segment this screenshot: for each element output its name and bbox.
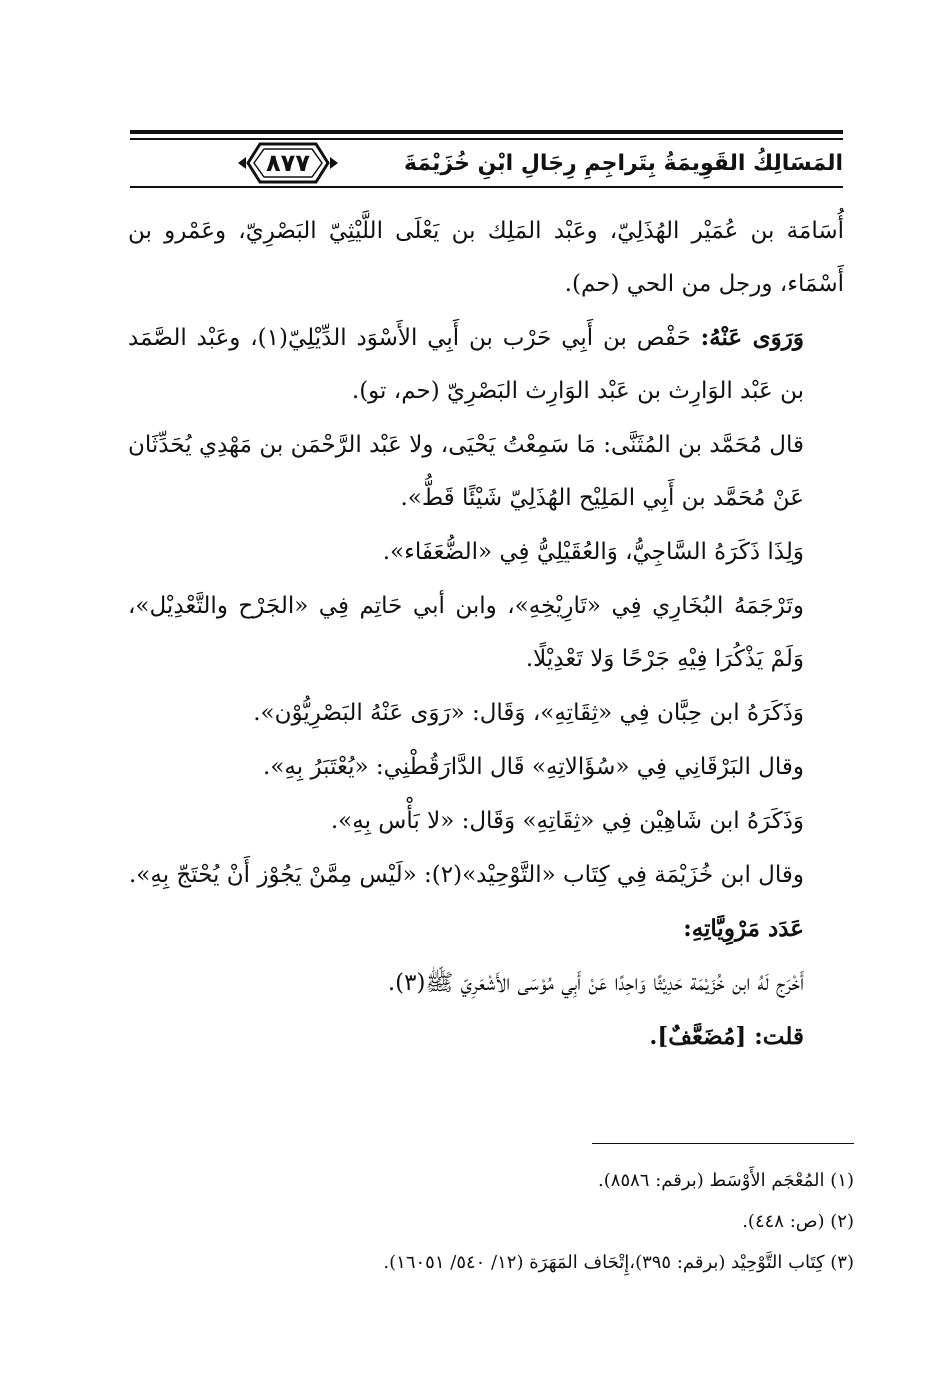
paragraph-text: وتَرْجَمَهُ البُخَارِي فِي «تَارِيْخِهِ»، وابن أبي حَاتِم فِي «الجَرْح والتَّعْدِيْل»، وَلَمْ يَذْكُرَا فِيْهِ جَرْحًا وَلا تَعْدِيْلًا. <box>128 593 804 672</box>
paragraph-duafa <box>128 525 844 579</box>
paragraph-text: قال مُحَمَّد بن المُثَنَّى: مَا سَمِعْتُ يَحْيَى، ولا عَبْد الرَّحْمَن بن مَهْدِي يُحَدِّثَان عَنْ مُحَمَّد بن أَبِي المَلِيْح الهُذَلِيّ شَيْئًا قَطُّ». <box>128 432 804 511</box>
page-number-badge <box>236 138 340 188</box>
running-header-title: المَسَالِكُ القَوِيمَةُ بِتَراجِمِ رِجَالِ ابْنِ خُزَيْمَةَ <box>404 151 843 176</box>
footnote-1: (١) المُعْجَم الأَوْسَط (برقم: ٨٥٨٦). <box>598 1170 854 1191</box>
paragraph-text: وَذَكَرَهُ ابن حِبَّان فِي «ثِقَاتِهِ»، وَقَال: «رَوَى عَنْهُ البَصْرِيُّوْن». <box>253 700 804 726</box>
paragraph-hadith-count <box>128 956 844 1010</box>
paragraph-verdict <box>128 1010 844 1064</box>
paragraph-barqani <box>128 740 844 794</box>
paragraph-students <box>128 311 844 418</box>
footnotes <box>154 1160 854 1283</box>
header-rule-bottom <box>130 186 843 188</box>
paragraph-ibn-shahin <box>128 794 844 848</box>
paragraph-bukhari <box>128 579 844 686</box>
paragraph-lead: قلت: [مُضَعَّفٌ]. <box>649 1023 804 1050</box>
paragraph-lead: عَدَد مَرْوِيَّاتِهِ: <box>683 915 804 942</box>
section-heading-narrations <box>128 902 844 956</box>
paragraph-ibn-khuzaymah <box>128 848 844 902</box>
paragraph-text: حَفْص بن أَبِي حَرْب بن أَبِي الأَسْوَد الدِّيْلِيّ(١)، وعَبْد الصَّمَد بن عَبْد الوَارِث بن عَبْد الوَارِث البَصْرِيّ (حم، تو). <box>128 325 804 404</box>
footnote-3: (٣) كِتَاب التَّوْحِيْد (برقم: ٣٩٥)،إِتْحَاف المَهَرَة (١٢/ ٥٤٠/ ١٦٠٥١). <box>383 1252 854 1273</box>
paragraph-text: أُسَامَة بن عُمَيْر الهُذَلِيّ، وعَبْد المَلِك بن يَعْلَى اللَّيْثِيّ البَصْرِيّ، وعَمْرو بن أَسْمَاء، ورجل من الحي (حم). <box>128 218 844 297</box>
paragraph-text: وقال البَرْقَانِي فِي «سُؤَالاتِهِ» قَال الدَّارَقُطْنِي: «يُعْتَبَرُ بِهِ». <box>263 754 804 780</box>
paragraph-text: أَخْرَج لَهُ ابن خُزَيْمَة حَدِيْثًا وَاحِدًا عَنْ أَبِي مُوْسَى الأَشْعَرِيّ ﷺ(٣). <box>387 970 804 996</box>
paragraph-teachers <box>128 204 844 311</box>
page-number: ٨٧٧ <box>266 149 310 177</box>
main-text <box>128 204 844 1064</box>
footnote-2: (٢) (ص: ٤٤٨). <box>742 1211 854 1232</box>
footnote-separator <box>592 1143 854 1144</box>
paragraph-quote-muthanna <box>128 418 844 525</box>
header-rule-thick <box>130 130 843 134</box>
paragraph-lead: وَرَوَى عَنْهُ: <box>700 324 805 351</box>
paragraph-ibn-hibban <box>128 686 844 740</box>
paragraph-text: وَذَكَرَهُ ابن شَاهِيْن فِي «ثِقَاتِهِ» وَقَال: «لا بَأْس بِهِ». <box>330 808 804 834</box>
paragraph-text: وقال ابن خُزَيْمَة فِي كِتَاب «التَّوْحِيْد»(٢): «لَيْس مِمَّنْ يَجُوْز أَنْ يُحْتَجّ بِهِ». <box>129 862 804 888</box>
paragraph-text: وَلِذَا ذَكَرَهُ السَّاجِيُّ، وَالعُقَيْلِيُّ فِي «الضُّعَفَاء». <box>382 539 804 565</box>
